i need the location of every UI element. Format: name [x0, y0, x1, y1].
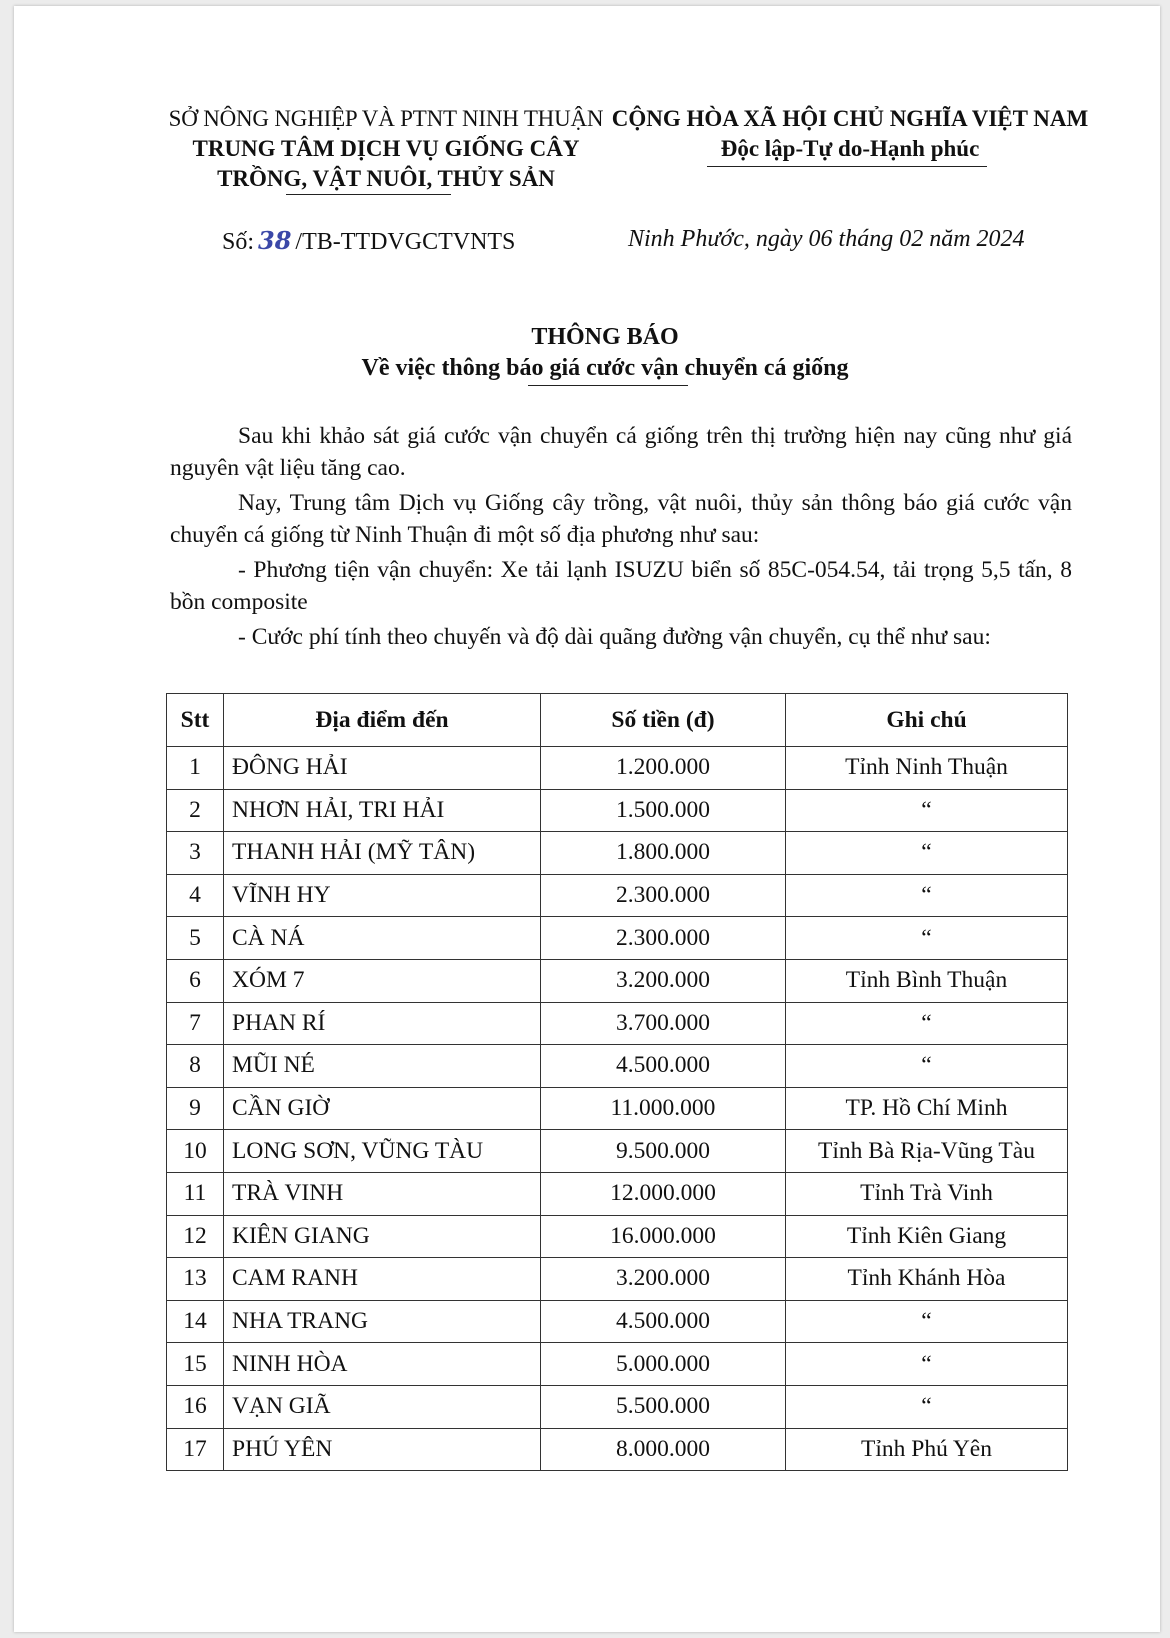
- note-cell: TP. Hồ Chí Minh: [786, 1087, 1068, 1130]
- amount-cell: 8.000.000: [541, 1428, 786, 1471]
- column-header-note: Ghi chú: [786, 694, 1068, 747]
- destination-cell: NHA TRANG: [224, 1300, 541, 1343]
- amount-cell: 3.200.000: [541, 1258, 786, 1301]
- destination-cell: NHƠN HẢI, TRI HẢI: [224, 789, 541, 832]
- amount-cell: 2.300.000: [541, 874, 786, 917]
- row-number: 4: [167, 874, 224, 917]
- row-number: 3: [167, 832, 224, 875]
- amount-cell: 5.000.000: [541, 1343, 786, 1386]
- table-row: [167, 1258, 1068, 1301]
- number-code: /TB-TTDVGCTVNTS: [295, 229, 516, 255]
- national-motto: Độc lập-Tự do-Hạnh phúc: [720, 136, 980, 161]
- destination-cell: NINH HÒA: [224, 1343, 541, 1386]
- row-number: 10: [167, 1130, 224, 1173]
- note-cell: Tỉnh Bà Rịa-Vũng Tàu: [786, 1130, 1068, 1173]
- note-cell: “: [786, 832, 1068, 875]
- row-number: 13: [167, 1258, 224, 1301]
- column-header-stt: Stt: [167, 694, 224, 747]
- paragraph: Nay, Trung tâm Dịch vụ Giống cây trồng, vật nuôi, thủy sản thông báo giá cước vận chuyển cá giống từ Ninh Thuận đi một số địa phương như sau:: [170, 490, 1072, 548]
- destination-cell: KIÊN GIANG: [224, 1215, 541, 1258]
- table-row: [167, 1215, 1068, 1258]
- note-cell: “: [786, 1385, 1068, 1428]
- note-cell: “: [786, 874, 1068, 917]
- row-number: 11: [167, 1172, 224, 1215]
- table-row: [167, 1300, 1068, 1343]
- table-header-row: [167, 694, 1068, 747]
- note-cell: Tỉnh Ninh Thuận: [786, 747, 1068, 790]
- table-row: [167, 917, 1068, 960]
- row-number: 17: [167, 1428, 224, 1471]
- national-motto-header: [610, 104, 1090, 164]
- amount-cell: 1.800.000: [541, 832, 786, 875]
- destination-cell: CÀ NÁ: [224, 917, 541, 960]
- amount-cell: 2.300.000: [541, 917, 786, 960]
- place-date: Ninh Phước, ngày 06 tháng 02 năm 2024: [628, 226, 1025, 252]
- destination-cell: THANH HẢI (MỸ TÂN): [224, 832, 541, 875]
- freight-rate-table: [166, 693, 1068, 1471]
- amount-cell: 4.500.000: [541, 1300, 786, 1343]
- row-number: 2: [167, 789, 224, 832]
- note-cell: Tỉnh Khánh Hòa: [786, 1258, 1068, 1301]
- destination-cell: ĐÔNG HẢI: [224, 747, 541, 790]
- issuing-agency-header: [156, 104, 616, 194]
- motto-underline: [707, 166, 987, 167]
- row-number: 1: [167, 747, 224, 790]
- amount-cell: 16.000.000: [541, 1215, 786, 1258]
- table-row: [167, 1087, 1068, 1130]
- parent-department: SỞ NÔNG NGHIỆP VÀ PTNT NINH THUẬN: [168, 106, 604, 131]
- table-row: [167, 1172, 1068, 1215]
- amount-cell: 3.700.000: [541, 1002, 786, 1045]
- amount-cell: 11.000.000: [541, 1087, 786, 1130]
- note-cell: “: [786, 1343, 1068, 1386]
- amount-cell: 5.500.000: [541, 1385, 786, 1428]
- destination-cell: PHAN RÍ: [224, 1002, 541, 1045]
- table-row: [167, 1045, 1068, 1088]
- table-row: [167, 1428, 1068, 1471]
- table-row: [167, 1130, 1068, 1173]
- amount-cell: 1.200.000: [541, 747, 786, 790]
- destination-cell: MŨI NÉ: [224, 1045, 541, 1088]
- agency-name-line2: TRỒNG, VẬT NUÔI, THỦY SẢN: [217, 166, 555, 191]
- column-header-destination: Địa điểm đến: [224, 694, 541, 747]
- destination-cell: TRÀ VINH: [224, 1172, 541, 1215]
- row-number: 9: [167, 1087, 224, 1130]
- row-number: 12: [167, 1215, 224, 1258]
- note-cell: “: [786, 1300, 1068, 1343]
- destination-cell: XÓM 7: [224, 959, 541, 1002]
- note-cell: “: [786, 1002, 1068, 1045]
- row-number: 5: [167, 917, 224, 960]
- notice-body: [170, 420, 1072, 656]
- document-number: [222, 226, 515, 256]
- destination-cell: PHÚ YÊN: [224, 1428, 541, 1471]
- row-number: 15: [167, 1343, 224, 1386]
- row-number: 6: [167, 959, 224, 1002]
- amount-cell: 9.500.000: [541, 1130, 786, 1173]
- note-cell: Tỉnh Bình Thuận: [786, 959, 1068, 1002]
- agency-underline: [286, 194, 451, 195]
- row-number: 8: [167, 1045, 224, 1088]
- table-row: [167, 747, 1068, 790]
- number-prefix: Số:: [222, 229, 255, 255]
- note-cell: Tỉnh Phú Yên: [786, 1428, 1068, 1471]
- amount-cell: 1.500.000: [541, 789, 786, 832]
- table-row: [167, 959, 1068, 1002]
- subtitle-underline: [528, 385, 688, 386]
- column-header-amount: Số tiền (đ): [541, 694, 786, 747]
- paragraph: Sau khi khảo sát giá cước vận chuyển cá giống trên thị trường hiện nay cũng như giá nguyên vật liệu tăng cao.: [170, 423, 1072, 481]
- amount-cell: 4.500.000: [541, 1045, 786, 1088]
- row-number: 16: [167, 1385, 224, 1428]
- table-row: [167, 1385, 1068, 1428]
- amount-cell: 3.200.000: [541, 959, 786, 1002]
- paragraph: - Phương tiện vận chuyển: Xe tải lạnh ISUZU biển số 85C-054.54, tải trọng 5,5 tấn, 8 bồn composite: [170, 557, 1072, 615]
- document-subtitle: [170, 355, 1040, 382]
- table-body: [167, 747, 1068, 1471]
- destination-cell: VẠN GIÃ: [224, 1385, 541, 1428]
- paragraph: - Cước phí tính theo chuyến và độ dài quãng đường vận chuyển, cụ thể như sau:: [238, 624, 991, 650]
- destination-cell: CAM RANH: [224, 1258, 541, 1301]
- destination-cell: VĨNH HY: [224, 874, 541, 917]
- table-row: [167, 832, 1068, 875]
- note-cell: Tỉnh Trà Vinh: [786, 1172, 1068, 1215]
- agency-name-line1: TRUNG TÂM DỊCH VỤ GIỐNG CÂY: [192, 136, 580, 161]
- destination-cell: CẦN GIỜ: [224, 1087, 541, 1130]
- destination-cell: LONG SƠN, VŨNG TÀU: [224, 1130, 541, 1173]
- document-title: THÔNG BÁO: [531, 324, 679, 350]
- note-cell: “: [786, 789, 1068, 832]
- row-number: 14: [167, 1300, 224, 1343]
- table-row: [167, 1343, 1068, 1386]
- note-cell: Tỉnh Kiên Giang: [786, 1215, 1068, 1258]
- subtitle-text: Về việc thông báo giá cước vận chuyển cá giống: [361, 355, 849, 381]
- row-number: 7: [167, 1002, 224, 1045]
- handwritten-number: 38: [258, 226, 292, 255]
- table-row: [167, 789, 1068, 832]
- country-name: CỘNG HÒA XÃ HỘI CHỦ NGHĨA VIỆT NAM: [611, 106, 1089, 131]
- table-row: [167, 874, 1068, 917]
- table-row: [167, 1002, 1068, 1045]
- note-cell: “: [786, 917, 1068, 960]
- note-cell: “: [786, 1045, 1068, 1088]
- amount-cell: 12.000.000: [541, 1172, 786, 1215]
